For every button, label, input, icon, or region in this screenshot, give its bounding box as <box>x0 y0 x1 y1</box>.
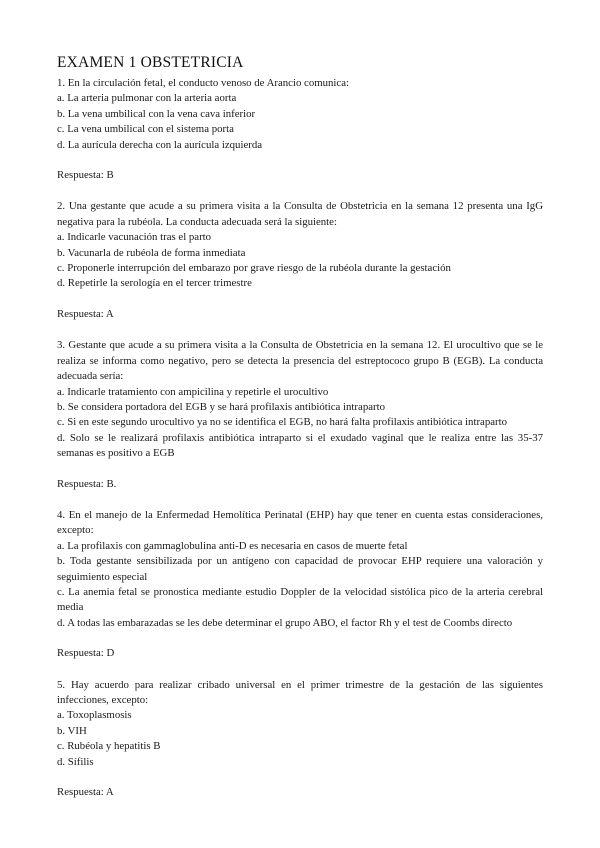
question-4-option-b: b. Toda gestante sensibilizada por un antígeno con capacidad de provocar EHP requiere una valoración y seguimiento especial <box>57 555 543 583</box>
question-5-text: 5. Hay acuerdo para realizar cribado universal en el primer trimestre de la gestación de las siguientes infecciones, excepto: <box>57 678 543 706</box>
question-2-option-a: a. Indicarle vacunación tras el parto <box>57 231 212 244</box>
question-5-answer: Respuesta: A <box>57 786 114 799</box>
question-1-option-d: d. La aurícula derecha con la aurícula izquierda <box>57 138 263 151</box>
question-4-option-a: a. La profilaxis con gammaglobulina anti-D es necesaria en casos de muerte fetal <box>57 539 408 552</box>
question-4-option-c: c. La anemia fetal se pronostica mediante estudio Doppler de la velocidad sistólica pico de la arteria cerebral media <box>57 585 543 614</box>
question-1-answer: Respuesta: B <box>57 169 114 182</box>
question-3 <box>57 338 543 492</box>
question-4 <box>57 508 543 662</box>
question-3-option-c: c. Si en este segundo urocultivo ya no se identifica el EGB, no hará falta profilaxis antibiótica intraparto <box>57 416 508 429</box>
question-1-text: 1. En la circulación fetal, el conducto venoso de Arancio comunica: <box>57 77 350 89</box>
question-2-option-b: b. Vacunarla de rubéola de forma inmediata <box>57 246 246 259</box>
question-3-answer: Respuesta: B. <box>57 477 117 490</box>
question-2 <box>57 199 543 322</box>
question-5 <box>57 678 543 801</box>
question-5-option-c: c. Rubéola y hepatitis B <box>57 740 161 753</box>
question-1-option-b: b. La vena umbilical con la vena cava inferior <box>57 107 256 120</box>
question-1-option-a: a. La arteria pulmonar con la arteria aorta <box>57 92 237 105</box>
question-4-text: 4. En el manejo de la Enfermedad Hemolítica Perinatal (EHP) hay que tener en cuenta estas consideraciones, excepto: <box>57 508 543 537</box>
question-4-option-d: d. A todas las embarazadas se les debe determinar el grupo ABO, el factor Rh y el test de Coombs directo <box>57 616 513 629</box>
question-4-answer: Respuesta: D <box>57 647 115 660</box>
question-2-answer: Respuesta: A <box>57 307 114 320</box>
document-title: EXAMEN 1 OBSTETRICIA <box>57 54 244 71</box>
question-1 <box>57 76 543 183</box>
question-2-option-d: d. Repetirle la serología en el tercer trimestre <box>57 277 252 290</box>
question-5-option-a: a. Toxoplasmosis <box>57 709 132 722</box>
question-3-text: 3. Gestante que acude a su primera visita a la Consulta de Obstetricia en la semana 12. El urocultivo que se le realiza se informa como negativo, pero se detecta la presencia del estreptococo grupo B (EGB). La conducta adecuada sería: <box>57 339 543 383</box>
question-5-option-d: d. Sífilis <box>57 755 94 768</box>
question-3-option-a: a. Indicarle tratamiento con ampicilina y repetirle el urocultivo <box>57 385 329 398</box>
question-2-option-c: c. Proponerle interrupción del embarazo por grave riesgo de la rubéola durante la gestación <box>57 262 451 275</box>
question-2-text: 2. Una gestante que acude a su primera visita a la Consulta de Obstetricia en la semana 12 presenta una IgG negativa para la rubéola. La conducta adecuada será la siguiente: <box>57 200 543 228</box>
question-3-option-b: b. Se considera portadora del EGB y se hará profilaxis antibiótica intraparto <box>57 400 385 413</box>
question-3-option-d: d. Solo se le realizará profilaxis antibiótica intraparto si el exudado vaginal que le realiza entre las 35-37 semanas es positivo a EGB <box>57 431 543 460</box>
question-1-option-c: c. La vena umbilical con el sistema porta <box>57 123 234 136</box>
question-5-option-b: b. VIH <box>57 724 87 737</box>
question-list <box>57 76 543 800</box>
